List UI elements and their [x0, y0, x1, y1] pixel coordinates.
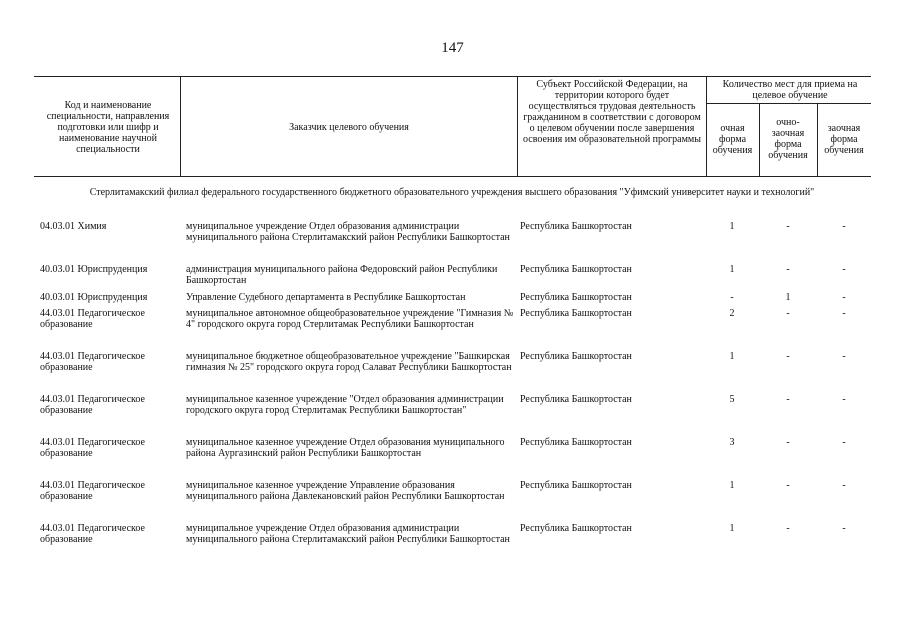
full-time-count-cell: 1 [729, 221, 735, 232]
header-region: Субъект Российской Федерации, на территории которого будет осуществляться трудовая деятельность гражданином в соответствии с договором о целевом обучении после завершения освоения им образовательной программы [523, 79, 701, 145]
header-top-border [34, 76, 871, 77]
extramural-count-cell: - [842, 264, 846, 275]
table-row [0, 394, 905, 437]
region-cell: Республика Башкортостан [520, 394, 632, 405]
full-time-count-cell: 1 [729, 480, 735, 491]
specialty-code-cell: 44.03.01 Педагогическое образование [40, 523, 145, 545]
header-quota-divider [706, 103, 871, 104]
part-time-count-cell: - [786, 351, 790, 362]
region-cell: Республика Башкортостан [520, 292, 632, 303]
header-column-divider [517, 76, 518, 176]
region-cell: Республика Башкортостан [520, 221, 632, 232]
header-part-time: очно-заочная форма обучения [768, 117, 808, 161]
region-cell: Республика Башкортостан [520, 264, 632, 275]
customer-cell: муниципальное учреждение Отдел образования администрации муниципального района Стерлитамакский район Республики Башкортостан [186, 221, 510, 243]
header-column-divider [706, 76, 707, 176]
extramural-count-cell: - [842, 394, 846, 405]
part-time-count-cell: - [786, 394, 790, 405]
table-row [0, 264, 905, 292]
header-column-divider [817, 103, 818, 176]
specialty-code-cell: 40.03.01 Юриспруденция [40, 264, 148, 275]
header-code: Код и наименование специальности, направления подготовки или шифр и наименование научной специальности [46, 100, 170, 155]
part-time-count-cell: 1 [785, 292, 791, 303]
region-cell: Республика Башкортостан [520, 437, 632, 448]
full-time-count-cell: 1 [729, 523, 735, 534]
extramural-count-cell: - [842, 292, 846, 303]
customer-cell: муниципальное казенное учреждение Отдел образования муниципального района Аургазинский район Республики Башкортостан [186, 437, 505, 459]
header-customer: Заказчик целевого обучения [289, 122, 409, 133]
specialty-code-cell: 04.03.01 Химия [40, 221, 107, 232]
header-extramural: заочная форма обучения [824, 123, 864, 156]
part-time-count-cell: - [786, 264, 790, 275]
extramural-count-cell: - [842, 480, 846, 491]
extramural-count-cell: - [842, 437, 846, 448]
header-column-divider [759, 103, 760, 176]
specialty-code-cell: 44.03.01 Педагогическое образование [40, 394, 145, 416]
part-time-count-cell: - [786, 221, 790, 232]
part-time-count-cell: - [786, 308, 790, 319]
extramural-count-cell: - [842, 308, 846, 319]
table-row [0, 437, 905, 480]
specialty-code-cell: 44.03.01 Педагогическое образование [40, 437, 145, 459]
full-time-count-cell: - [730, 292, 734, 303]
section-title: Стерлитамакский филиал федерального государственного бюджетного образовательного учреждения высшего образования "Уфимский университет науки и технологий" [89, 187, 815, 198]
extramural-count-cell: - [842, 523, 846, 534]
header-column-divider [180, 76, 181, 176]
customer-cell: муниципальное казенное учреждение "Отдел образования администрации городского округа город Стерлитамак Республики Башкортостан" [186, 394, 504, 416]
full-time-count-cell: 5 [729, 394, 735, 405]
region-cell: Республика Башкортостан [520, 480, 632, 491]
table-row [0, 523, 905, 566]
part-time-count-cell: - [786, 437, 790, 448]
extramural-count-cell: - [842, 221, 846, 232]
table-row [0, 480, 905, 523]
full-time-count-cell: 1 [729, 351, 735, 362]
header-quota-group: Количество мест для приема на целевое обучение [722, 79, 858, 101]
table-row [0, 292, 905, 308]
customer-cell: муниципальное бюджетное общеобразовательное учреждение "Башкирская гимназия № 25" городского округа город Салават Республики Башкортостан [186, 351, 512, 373]
region-cell: Республика Башкортостан [520, 308, 632, 319]
customer-cell: администрация муниципального района Федоровский район Республики Башкортостан [186, 264, 498, 286]
part-time-count-cell: - [786, 523, 790, 534]
specialty-code-cell: 44.03.01 Педагогическое образование [40, 308, 145, 330]
region-cell: Республика Башкортостан [520, 523, 632, 534]
full-time-count-cell: 2 [729, 308, 735, 319]
header-bottom-border [34, 176, 871, 177]
part-time-count-cell: - [786, 480, 790, 491]
header-full-time: очная форма обучения [712, 123, 753, 156]
region-cell: Республика Башкортостан [520, 351, 632, 362]
table-row [0, 221, 905, 264]
table-row [0, 351, 905, 394]
specialty-code-cell: 44.03.01 Педагогическое образование [40, 351, 145, 373]
page-number: 147 [441, 40, 464, 56]
extramural-count-cell: - [842, 351, 846, 362]
specialty-code-cell: 40.03.01 Юриспруденция [40, 292, 148, 303]
customer-cell: муниципальное автономное общеобразовательное учреждение "Гимназия № 4" городского округа город Стерлитамак Республики Башкортостан [186, 308, 514, 330]
customer-cell: муниципальное казенное учреждение Управление образования муниципального района Давлекановский район Республики Башкортостан [186, 480, 505, 502]
customer-cell: муниципальное учреждение Отдел образования администрации муниципального района Стерлитамакский район Республики Башкортостан [186, 523, 510, 545]
table-body [0, 221, 905, 566]
full-time-count-cell: 1 [729, 264, 735, 275]
specialty-code-cell: 44.03.01 Педагогическое образование [40, 480, 145, 502]
table-row [0, 308, 905, 351]
customer-cell: Управление Судебного департамента в Республике Башкортостан [186, 292, 466, 303]
full-time-count-cell: 3 [729, 437, 735, 448]
